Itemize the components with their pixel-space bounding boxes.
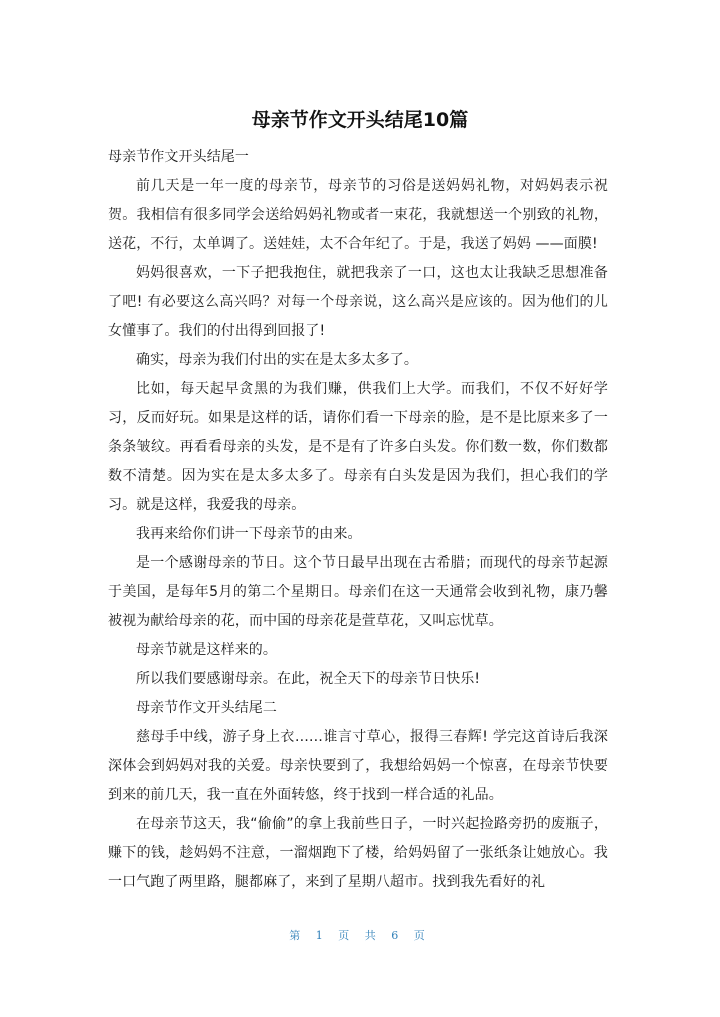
paragraph: 所以我们要感谢母亲。在此，祝全天下的母亲节日快乐! (136, 671, 481, 687)
paragraph: 比如，每天起早贪黑的为我们赚，供我们上大学。而我们，不仅不好好学习，反而好玩。如果是这样的话，请你们看一下母亲的脸，是不是比原来多了一条条皱纹。再看看母亲的头发，是不是有了许多白头发。你们数一数，你们数都数不清楚。因为实在是太多太多了。母亲有白头发是因为我们，担心我们的学习。就是这样，我爱我的母亲。 (108, 381, 608, 513)
paragraph: 慈母手中线，游子身上衣……谁言寸草心，报得三春辉! 学完这首诗后我深深体会到妈妈对我的关爱。母亲快要到了，我想给妈妈一个惊喜，在母亲节快要到来的前几天，我一直在外面转悠，终于找到一样合适的礼品。 (108, 729, 608, 803)
document-body (108, 143, 608, 897)
document-title: 母亲节作文开头结尾10篇 (251, 109, 469, 131)
paragraph: 是一个感谢母亲的节日。这个节日最早出现在古希腊；而现代的母亲节起源于美国，是每年5月的第二个星期日。母亲们在这一天通常会收到礼物，康乃馨被视为献给母亲的花，而中国的母亲花是萱草花，又叫忘忧草。 (108, 555, 608, 629)
paragraph: 在母亲节这天，我“偷偷”的拿上我前些日子，一时兴起捡路旁扔的废瓶子，赚下的钱，趁妈妈不注意，一溜烟跑下了楼，给妈妈留了一张纸条让她放心。我一口气跑了两里路，腿都麻了，来到了星期八超市。找到我先看好的礼 (108, 816, 608, 890)
paragraph: 母亲节就是这样来的。 (136, 642, 277, 658)
section-heading-1: 母亲节作文开头结尾一 (108, 149, 249, 165)
section-heading-2: 母亲节作文开头结尾二 (136, 700, 277, 716)
page-footer: 第 1 页 共 6 页 (289, 929, 431, 942)
paragraph: 确实，母亲为我们付出的实在是太多太多了。 (136, 352, 418, 368)
paragraph: 前几天是一年一度的母亲节，母亲节的习俗是送妈妈礼物，对妈妈表示祝贺。我相信有很多同学会送给妈妈礼物或者一束花，我就想送一个别致的礼物，送花，不行，太单调了。送娃娃，太不合年纪了。于是，我送了妈妈 ——面膜! (108, 178, 608, 252)
paragraph: 我再来给你们讲一下母亲节的由来。 (136, 526, 362, 542)
paragraph: 妈妈很喜欢，一下子把我抱住，就把我亲了一口，这也太让我缺乏思想准备了吧! 有必要这么高兴吗？对每一个母亲说，这么高兴是应该的。因为他们的儿女懂事了。我们的付出得到回报了! (108, 265, 608, 339)
